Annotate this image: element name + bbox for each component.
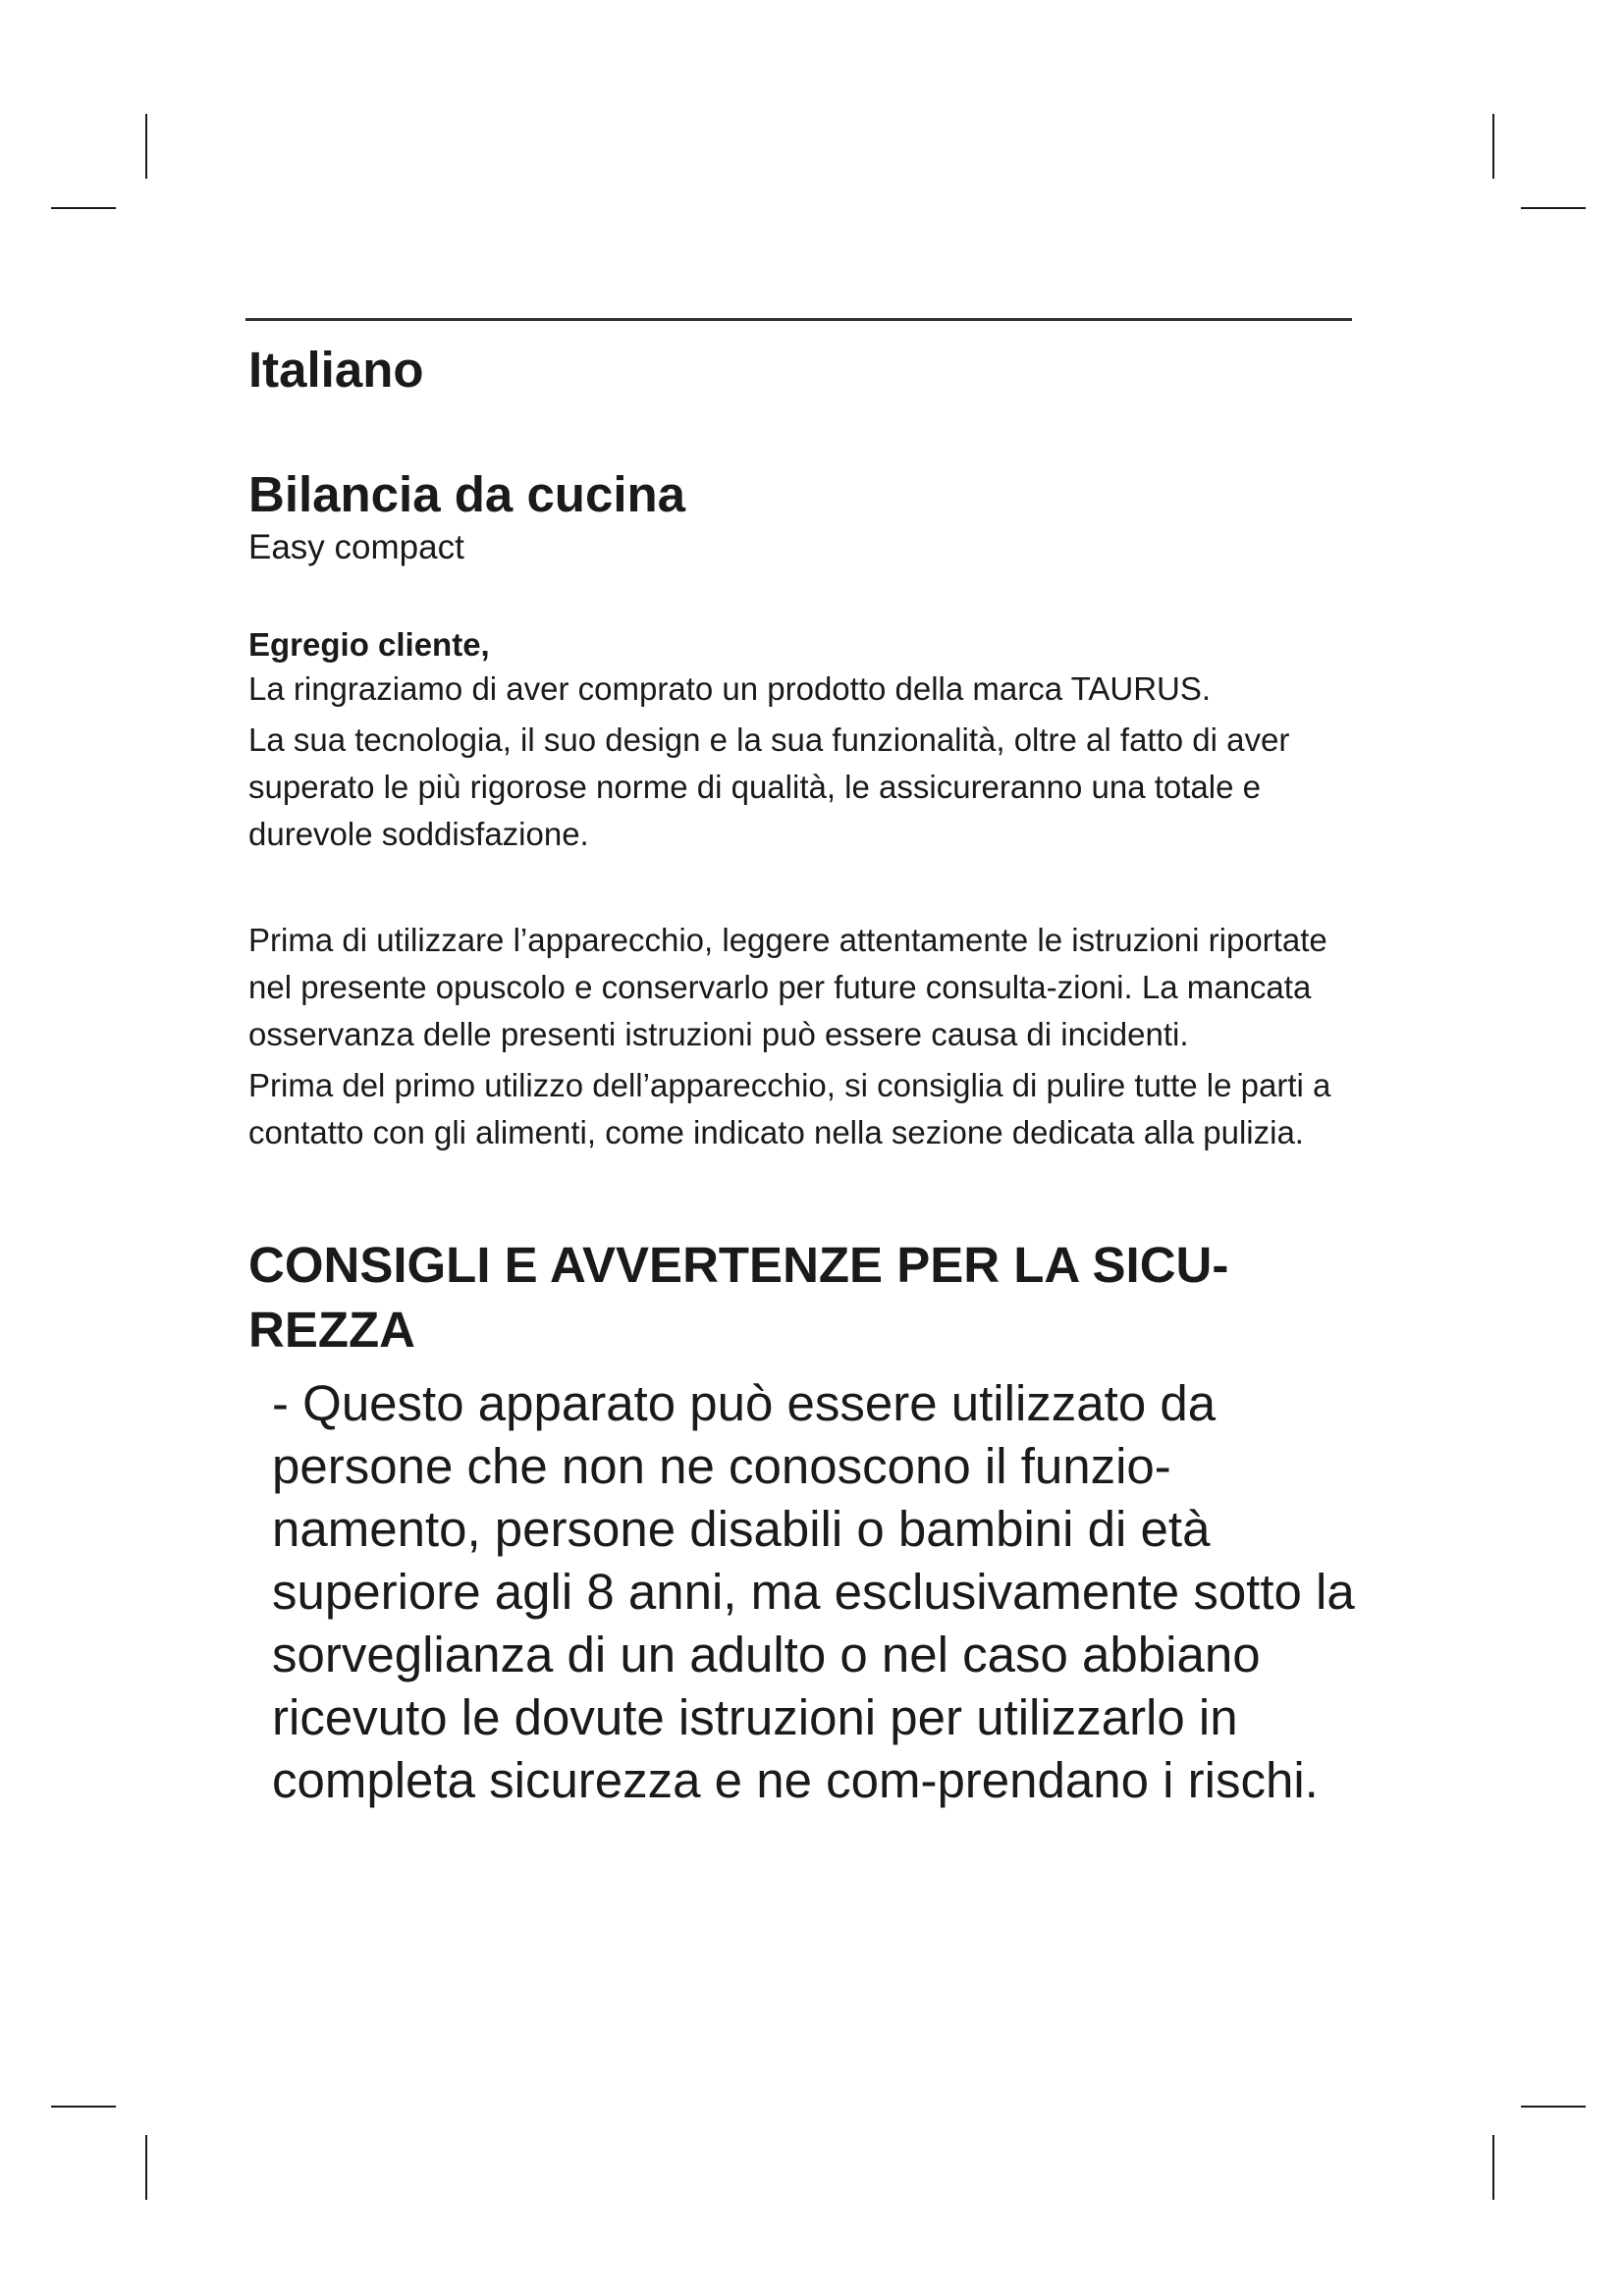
language-heading: Italiano bbox=[248, 342, 424, 398]
crop-mark-top-left-horizontal bbox=[51, 207, 116, 209]
crop-mark-top-left-vertical bbox=[145, 114, 147, 179]
crop-mark-bottom-right-horizontal bbox=[1521, 2106, 1586, 2108]
safety-item-1: - Questo apparato può essere utilizzato da persone che non ne conoscono il funzio-namento, persone disabili o bambini di età superiore agli 8 anni, ma esclusivamente sotto la sorveglianza di un adulto o nel caso abbiano ricevuto le dovute istruzioni per utilizzarlo in completa sicurezza e ne com-prendano i rischi. bbox=[272, 1375, 1355, 1809]
header-rule bbox=[245, 318, 1352, 321]
instructions-paragraph-1: Prima di utilizzare l’apparecchio, leggere attentamente le istruzioni riportate nel presente opuscolo e conservarlo per future consulta-zioni. La mancata osservanza delle presenti istruzioni può essere causa di incidenti. bbox=[248, 922, 1327, 1053]
intro-line-1: La ringraziamo di aver comprato un prodotto della marca TAURUS. bbox=[248, 670, 1212, 708]
instructions-paragraph-2: Prima del primo utilizzo dell’apparecchio, si consiglia di pulire tutte le parti a contatto con gli alimenti, come indicato nella sezione dedicata alla pulizia. bbox=[248, 1067, 1331, 1151]
crop-mark-bottom-left-vertical bbox=[145, 2135, 147, 2200]
crop-mark-top-right-vertical bbox=[1492, 114, 1494, 179]
page-content bbox=[248, 334, 1358, 1812]
product-title: Bilancia da cucina bbox=[248, 466, 686, 523]
greeting: Egregio cliente, bbox=[248, 625, 490, 663]
safety-section-title: CONSIGLI E AVVERTENZE PER LA SICU-REZZA bbox=[248, 1237, 1229, 1359]
product-model: Easy compact bbox=[248, 527, 464, 566]
intro-line-2: La sua tecnologia, il suo design e la sua funzionalità, oltre al fatto di aver superato le più rigorose norme di qualità, le assicureranno una totale e durevole soddisfazione. bbox=[248, 721, 1290, 853]
crop-mark-bottom-right-vertical bbox=[1492, 2135, 1494, 2200]
crop-mark-bottom-left-horizontal bbox=[51, 2106, 116, 2108]
crop-mark-top-right-horizontal bbox=[1521, 207, 1586, 209]
